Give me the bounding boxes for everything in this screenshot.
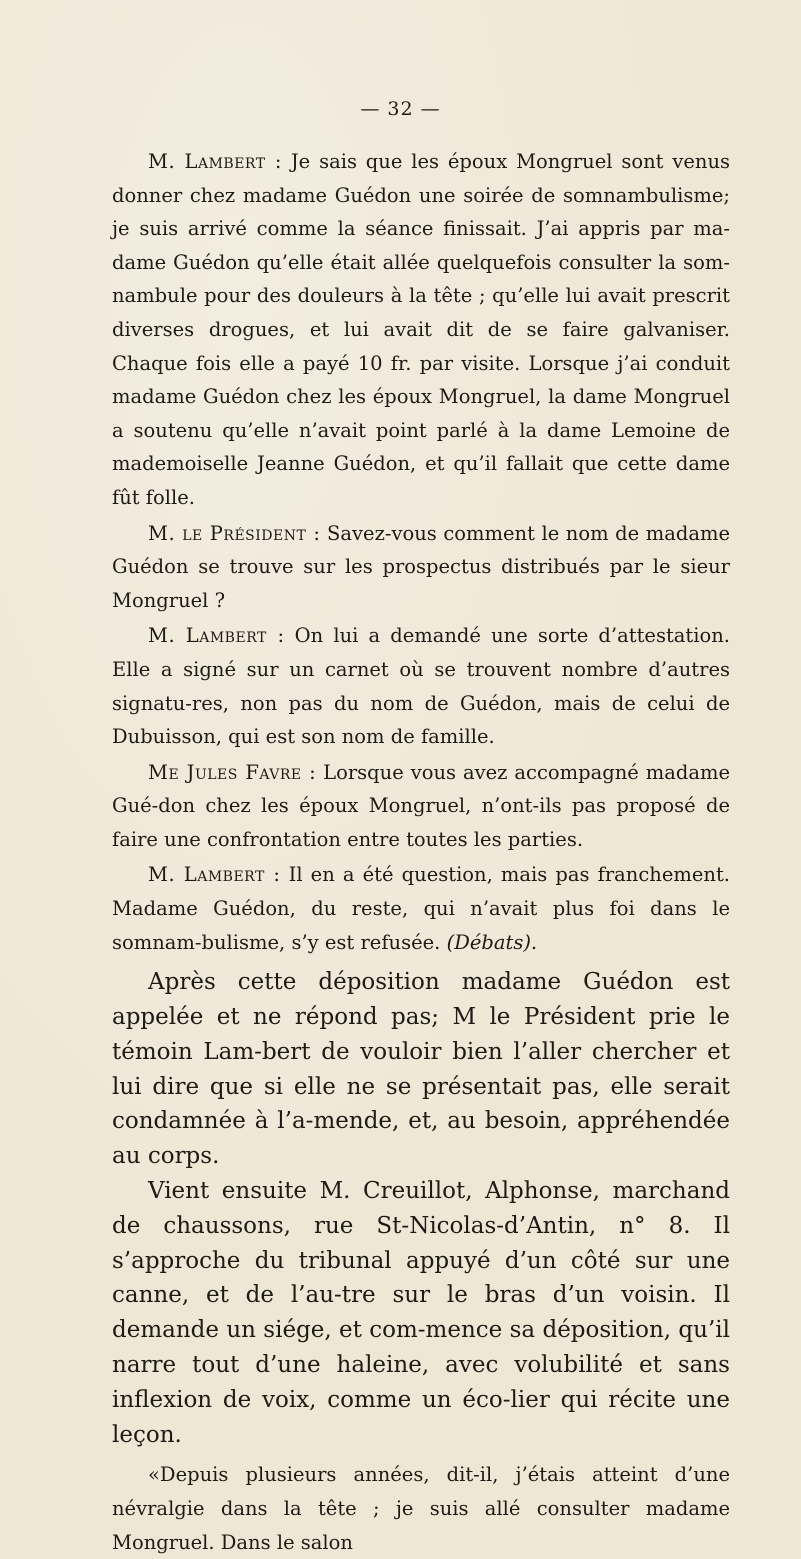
paragraph-text: On lui a demandé une sorte d’attestation. Elle a signé sur un carnet où se trouvent nombre d’autres signatu-res, non pas du nom de Guédon, mais de celui de Dubuisson, qui est son nom de famille. <box>112 624 730 749</box>
paragraph-lambert-2 <box>112 619 730 753</box>
speaker-label: Me Jules Favre : <box>148 760 317 784</box>
speaker-label: M. Lambert : <box>148 863 281 887</box>
speaker-label: M. Lambert : <box>148 150 282 173</box>
speaker-label: M. Lambert : <box>148 624 285 648</box>
paragraph-text: Savez-vous comment le nom de madame Guédon se trouve sur les prospectus distribués par le sieur Mongruel ? <box>112 521 731 612</box>
source-citation: (Débats). <box>446 930 538 954</box>
paragraph-testimony-quote: «Depuis plusieurs années, dit-il, j’étais atteint d’une névralgie dans la tête ; je suis allé consulter madame Mongruel. Dans le salon <box>112 1463 730 1554</box>
page-number: — 32 — <box>360 98 441 120</box>
paragraph-lambert-3 <box>112 858 730 959</box>
paragraph-narrative-2: Vient ensuite M. Creuillot, Alphonse, marchand de chaussons, rue St-Nicolas-d’Antin, n° 8. Il s’approche du tribunal appuyé d’un côté sur une canne, et de l’au-tre sur le bras d’un voisin. Il demande un siége, et com-mence sa déposition, qu’il narre tout d’une haleine, avec volubilité et sans inflexion de voix, comme un éco-lier qui récite une leçon. <box>112 1178 730 1448</box>
paragraph-lambert-1 <box>112 145 730 515</box>
paragraph-text: Je sais que les époux Mongruel sont venus donner chez madame Guédon une soirée de somnambulisme; je suis arrivé comme la séance finissait. J’ai appris par ma-dame Guédon qu’elle était allée quelquefois consulter la som-nambule pour des douleurs à la tête ; qu’elle lui avait prescrit diverses drogues, et lui avait dit de se faire galvaniser. Chaque fois elle a payé 10 fr. par visite. Lorsque j’ai conduit madame Guédon chez les époux Mongruel, la dame Mongruel a soutenu qu’elle n’avait point parlé à la dame Lemoine de mademoiselle Jeanne Guédon, et qu’il fallait que cette dame fût folle. <box>112 150 731 509</box>
page-body <box>112 145 730 1559</box>
paragraph-text: Lorsque vous avez accompagné madame Gué-don chez les époux Mongruel, n’ont-ils pas proposé de faire une confrontation entre toutes les parties. <box>112 760 731 851</box>
paragraph-favre <box>112 756 730 857</box>
paragraph-narrative-1: Après cette déposition madame Guédon est appelée et ne répond pas; M le Président prie le témoin Lam-bert de vouloir bien l’aller chercher et lui dire que si elle ne se présentait pas, elle serait condamnée à l’a-mende, et, au besoin, appréhendée au corps. <box>112 969 730 1170</box>
paragraph-president <box>112 517 730 618</box>
speaker-label: M. le Président : <box>148 521 321 545</box>
paragraph-text: Il en a été question, mais pas franchement. Madame Guédon, du reste, qui n’avait plus foi dans le somnam-bulisme, s’y est refusée. <box>112 863 730 954</box>
